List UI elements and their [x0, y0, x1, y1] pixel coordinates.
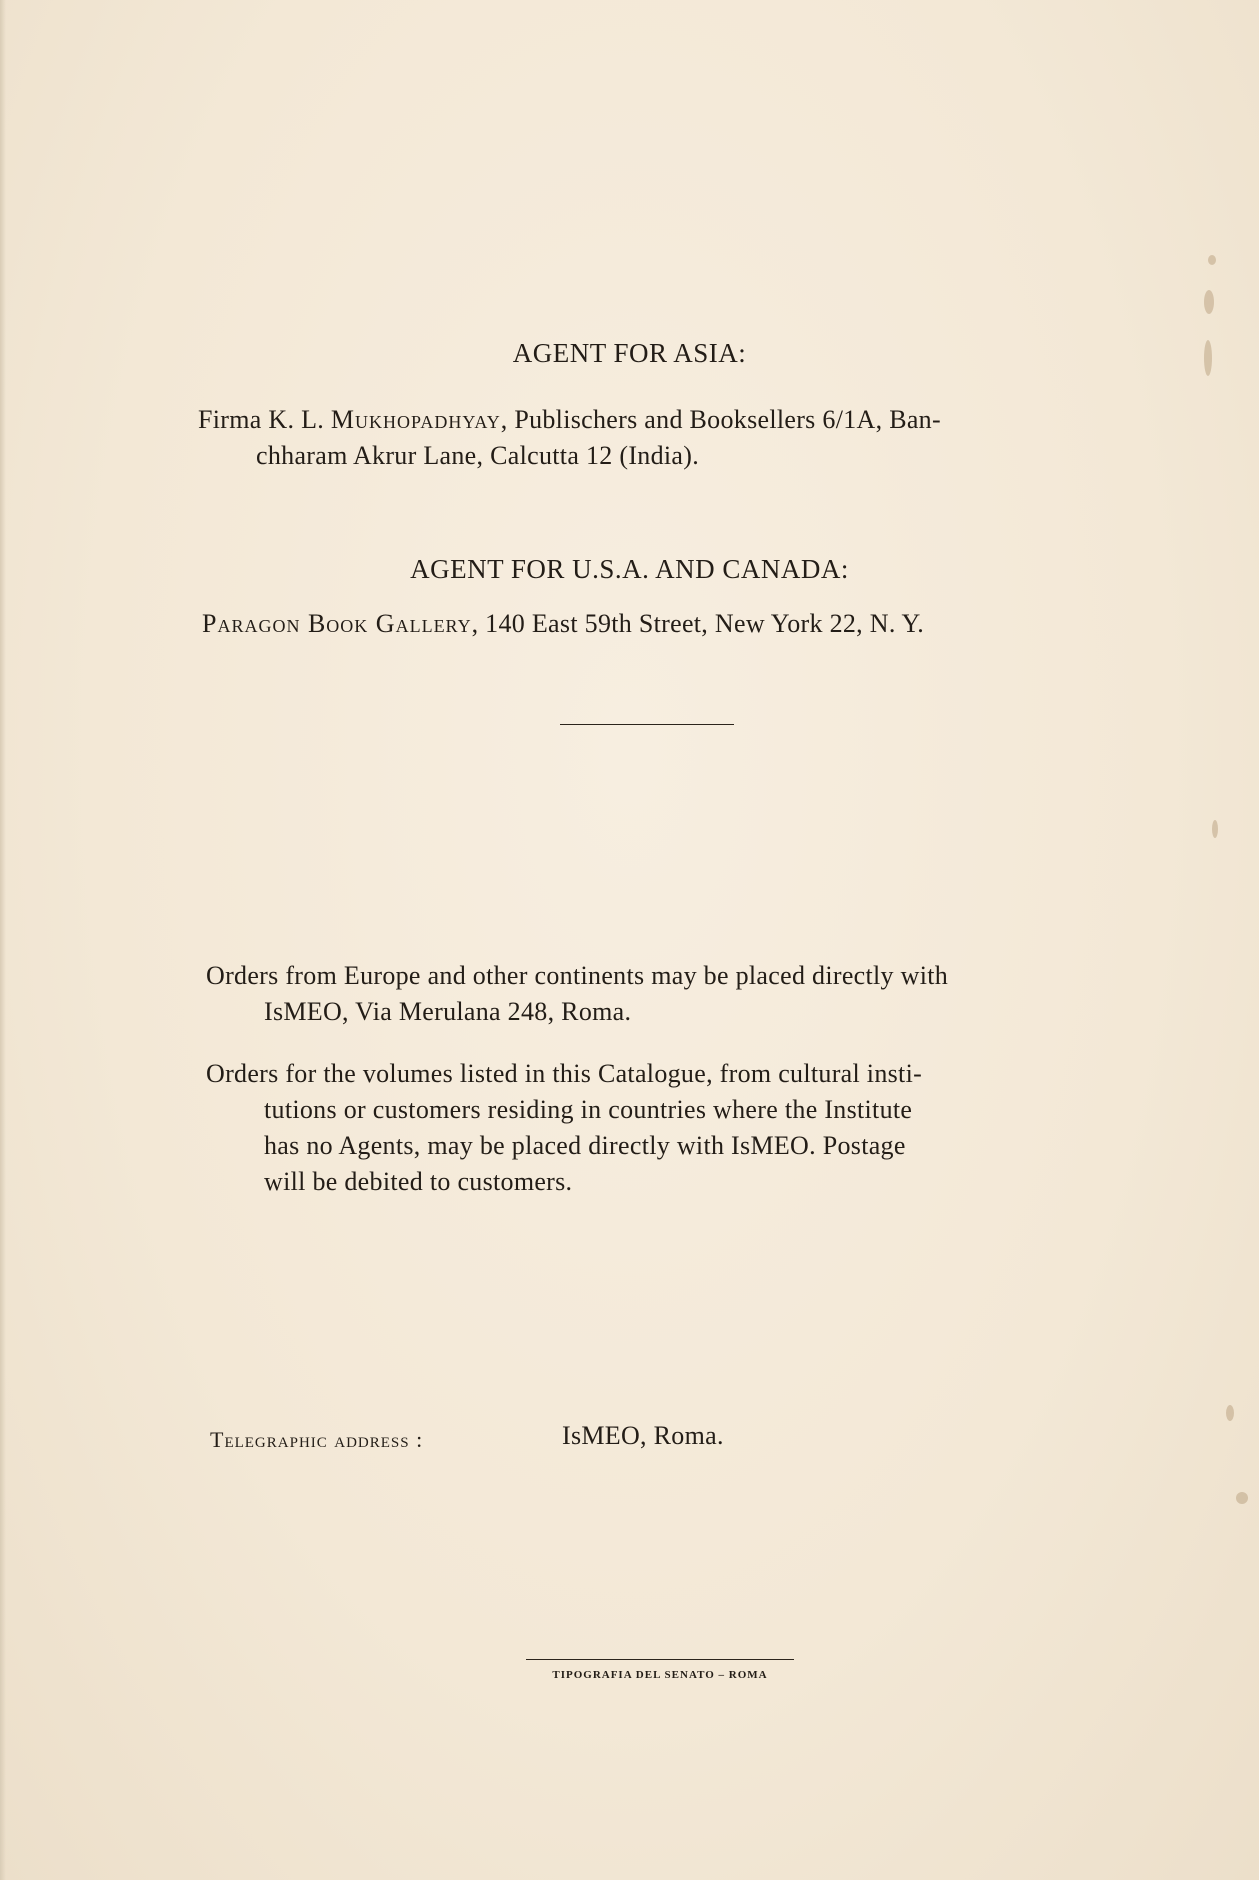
orders-europe-paragraph: [206, 958, 1106, 1030]
telegraphic-label-text: Telegraphic address :: [210, 1427, 424, 1452]
orders-catalogue-line4: will be debited to customers.: [264, 1167, 573, 1196]
asia-line1-rest: , Publischers and Booksellers 6/1A, Ban-: [500, 405, 941, 434]
page-edge-shadow: [0, 0, 6, 1880]
asia-agent-heading: AGENT FOR ASIA:: [512, 338, 747, 368]
usa-firm-name: Paragon Book Gallery: [202, 609, 472, 638]
imprint-rule: [526, 1659, 794, 1660]
orders-europe-line2: IsMEO, Via Merulana 248, Roma.: [264, 997, 632, 1026]
section-divider: [560, 724, 734, 725]
foxing-mark: [1236, 1492, 1248, 1504]
foxing-mark: [1204, 340, 1212, 376]
orders-europe-line1: Orders from Europe and other continents may be placed directly with: [206, 961, 949, 990]
foxing-mark: [1226, 1405, 1234, 1421]
foxing-mark: [1212, 820, 1218, 838]
usa-agent-heading: AGENT FOR U.S.A. AND CANADA:: [410, 554, 849, 584]
orders-catalogue-line1: Orders for the volumes listed in this Catalogue, from cultural insti-: [206, 1059, 923, 1088]
usa-agent-address: [202, 606, 1102, 642]
printer-imprint: TIPOGRAFIA DEL SENATO – ROMA: [552, 1669, 768, 1681]
asia-firm-prefix: Firma K. L.: [198, 405, 325, 434]
telegraphic-label: [210, 1422, 610, 1458]
orders-catalogue-line2: tutions or customers residing in countries where the Institute: [264, 1095, 913, 1124]
usa-address: , 140 East 59th Street, New York 22, N. Y.: [471, 609, 925, 638]
asia-line2: chharam Akrur Lane, Calcutta 12 (India).: [256, 441, 699, 470]
orders-catalogue-paragraph: [206, 1056, 1106, 1200]
asia-agent-address: [198, 402, 1098, 474]
asia-firm-name: Mukhopadhyay: [330, 405, 501, 434]
foxing-mark: [1204, 290, 1214, 314]
orders-catalogue-line3: has no Agents, may be placed directly with IsMEO. Postage: [264, 1131, 906, 1160]
foxing-mark: [1208, 255, 1216, 265]
telegraphic-value: IsMEO, Roma.: [562, 1421, 724, 1450]
